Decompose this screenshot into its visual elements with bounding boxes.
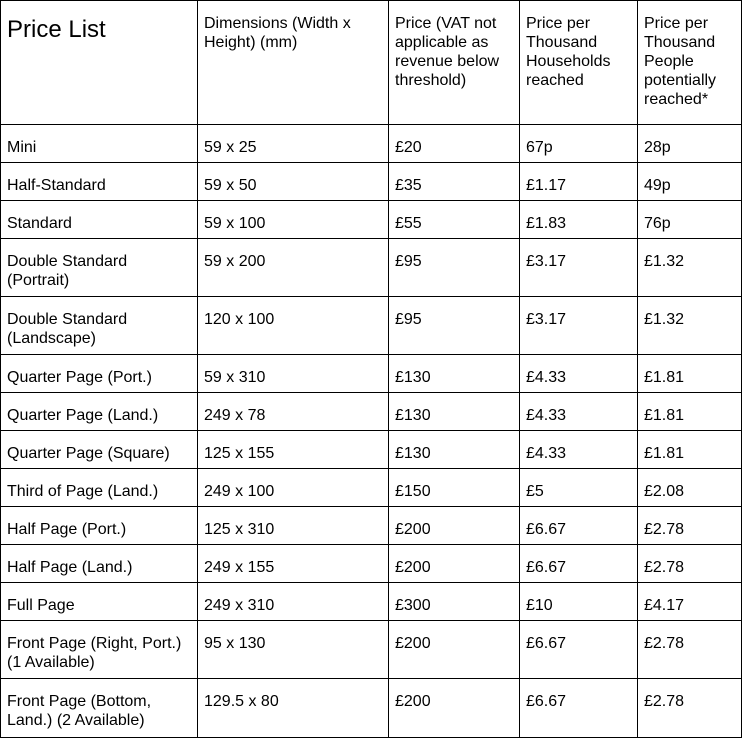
price-cell: £130 <box>389 393 520 431</box>
price-cell: £95 <box>389 297 520 355</box>
table-row <box>1 355 742 393</box>
ad-size-cell: Half-Standard <box>1 163 198 201</box>
ad-size-cell: Mini <box>1 125 198 163</box>
table-row <box>1 239 742 297</box>
price-cell: £150 <box>389 469 520 507</box>
price-per-people-cell: 49p <box>638 163 742 201</box>
table-header-row <box>1 1 742 125</box>
column-header-dimensions: Dimensions (Width x Height) (mm) <box>198 1 389 125</box>
price-per-households-cell: £10 <box>520 583 638 621</box>
dimensions-cell: 249 x 310 <box>198 583 389 621</box>
price-cell: £35 <box>389 163 520 201</box>
ad-size-cell: Quarter Page (Square) <box>1 431 198 469</box>
price-per-people-cell: £2.08 <box>638 469 742 507</box>
price-per-households-cell: 67p <box>520 125 638 163</box>
ad-size-cell: Double Standard (Landscape) <box>1 297 198 355</box>
table-row <box>1 163 742 201</box>
price-per-households-cell: £4.33 <box>520 431 638 469</box>
price-per-households-cell: £3.17 <box>520 297 638 355</box>
dimensions-cell: 120 x 100 <box>198 297 389 355</box>
price-per-people-cell: £2.78 <box>638 507 742 545</box>
price-per-households-cell: £1.17 <box>520 163 638 201</box>
dimensions-cell: 129.5 x 80 <box>198 679 389 738</box>
ad-size-cell: Quarter Page (Port.) <box>1 355 198 393</box>
dimensions-cell: 59 x 310 <box>198 355 389 393</box>
table-row <box>1 201 742 239</box>
price-per-people-cell: £4.17 <box>638 583 742 621</box>
table-row <box>1 297 742 355</box>
table-row <box>1 507 742 545</box>
price-per-households-cell: £6.67 <box>520 679 638 738</box>
ad-size-cell: Quarter Page (Land.) <box>1 393 198 431</box>
column-header-price: Price (VAT not applicable as revenue below threshold) <box>389 1 520 125</box>
ad-size-cell: Half Page (Land.) <box>1 545 198 583</box>
dimensions-cell: 59 x 200 <box>198 239 389 297</box>
price-per-households-cell: £6.67 <box>520 621 638 679</box>
table-row <box>1 545 742 583</box>
price-cell: £200 <box>389 507 520 545</box>
price-per-households-cell: £3.17 <box>520 239 638 297</box>
table-row <box>1 125 742 163</box>
page-title: Price List <box>1 1 198 125</box>
ad-size-cell: Front Page (Right, Port.) (1 Available) <box>1 621 198 679</box>
dimensions-cell: 125 x 155 <box>198 431 389 469</box>
price-per-people-cell: £1.81 <box>638 393 742 431</box>
price-cell: £200 <box>389 679 520 738</box>
price-per-people-cell: £1.32 <box>638 297 742 355</box>
dimensions-cell: 249 x 100 <box>198 469 389 507</box>
price-per-households-cell: £1.83 <box>520 201 638 239</box>
price-cell: £20 <box>389 125 520 163</box>
ad-size-cell: Standard <box>1 201 198 239</box>
ad-size-cell: Half Page (Port.) <box>1 507 198 545</box>
price-per-households-cell: £6.67 <box>520 507 638 545</box>
ad-size-cell: Full Page <box>1 583 198 621</box>
ad-size-cell: Front Page (Bottom, Land.) (2 Available) <box>1 679 198 738</box>
table-row <box>1 393 742 431</box>
table-row <box>1 583 742 621</box>
price-per-people-cell: £2.78 <box>638 621 742 679</box>
price-cell: £95 <box>389 239 520 297</box>
ad-size-cell: Double Standard (Portrait) <box>1 239 198 297</box>
dimensions-cell: 59 x 25 <box>198 125 389 163</box>
dimensions-cell: 249 x 155 <box>198 545 389 583</box>
dimensions-cell: 249 x 78 <box>198 393 389 431</box>
price-cell: £300 <box>389 583 520 621</box>
price-per-people-cell: £1.81 <box>638 431 742 469</box>
price-per-people-cell: £1.32 <box>638 239 742 297</box>
column-header-price-per-thousand-people: Price per Thousand People potentially reached* <box>638 1 742 125</box>
price-cell: £200 <box>389 545 520 583</box>
dimensions-cell: 125 x 310 <box>198 507 389 545</box>
price-per-households-cell: £4.33 <box>520 355 638 393</box>
price-per-people-cell: 28p <box>638 125 742 163</box>
price-cell: £130 <box>389 431 520 469</box>
table-row <box>1 621 742 679</box>
price-per-households-cell: £4.33 <box>520 393 638 431</box>
column-header-price-per-thousand-households: Price per Thousand Households reached <box>520 1 638 125</box>
price-cell: £55 <box>389 201 520 239</box>
price-cell: £200 <box>389 621 520 679</box>
table-row <box>1 431 742 469</box>
price-per-people-cell: £2.78 <box>638 679 742 738</box>
price-per-people-cell: 76p <box>638 201 742 239</box>
ad-size-cell: Third of Page (Land.) <box>1 469 198 507</box>
dimensions-cell: 59 x 50 <box>198 163 389 201</box>
table-row <box>1 679 742 738</box>
price-per-people-cell: £1.81 <box>638 355 742 393</box>
dimensions-cell: 95 x 130 <box>198 621 389 679</box>
price-cell: £130 <box>389 355 520 393</box>
dimensions-cell: 59 x 100 <box>198 201 389 239</box>
price-per-households-cell: £5 <box>520 469 638 507</box>
table-row <box>1 469 742 507</box>
price-per-people-cell: £2.78 <box>638 545 742 583</box>
price-per-households-cell: £6.67 <box>520 545 638 583</box>
